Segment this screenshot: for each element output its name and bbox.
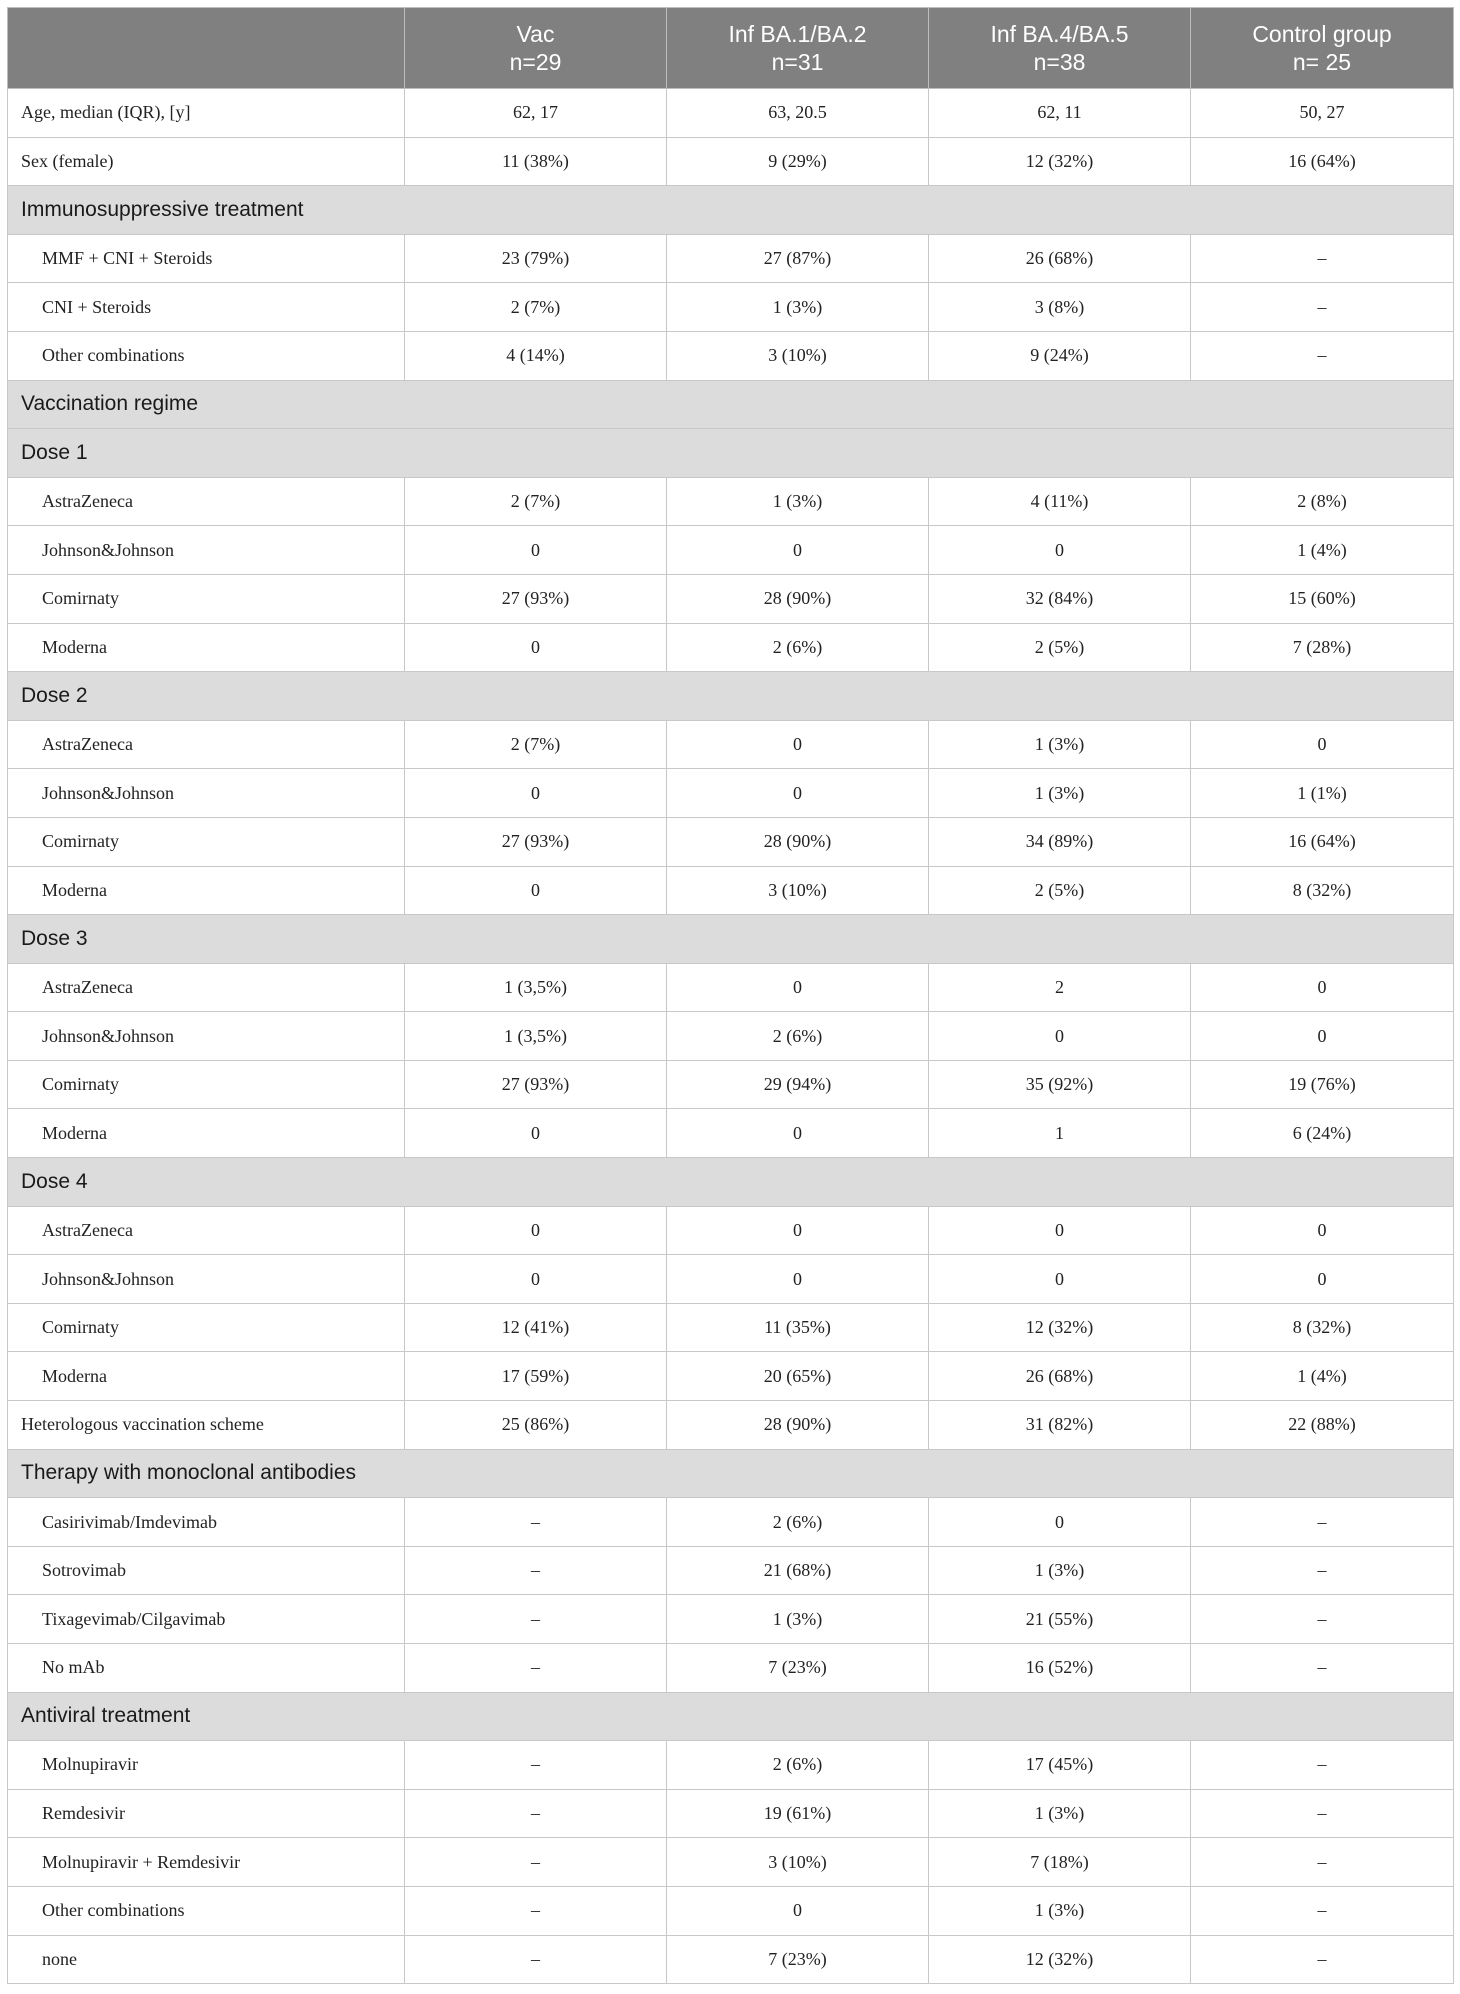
row-label: AstraZeneca: [8, 963, 405, 1012]
table-row: [8, 1789, 1454, 1838]
cell-control-group: 16 (64%): [1191, 137, 1454, 186]
cell-inf-ba1-ba2: 1 (3%): [667, 477, 929, 526]
row-label: none: [8, 1935, 405, 1984]
cell-inf-ba4-ba5: 21 (55%): [929, 1595, 1191, 1644]
cell-vac: 0: [405, 1255, 667, 1304]
cell-control-group: 0: [1191, 1206, 1454, 1255]
cell-vac: 0: [405, 1206, 667, 1255]
header-title: Control group: [1252, 21, 1392, 47]
cell-inf-ba4-ba5: 4 (11%): [929, 477, 1191, 526]
row-label: Tixagevimab/Cilgavimab: [8, 1595, 405, 1644]
cell-inf-ba4-ba5: 35 (92%): [929, 1060, 1191, 1109]
section-header-row: [8, 186, 1454, 235]
cell-vac: 17 (59%): [405, 1352, 667, 1401]
cell-inf-ba4-ba5: 31 (82%): [929, 1401, 1191, 1450]
cell-inf-ba1-ba2: 2 (6%): [667, 623, 929, 672]
header-cell-empty: [8, 8, 405, 89]
table-row: [8, 1401, 1454, 1450]
cell-control-group: 22 (88%): [1191, 1401, 1454, 1450]
cell-control-group: –: [1191, 1498, 1454, 1547]
table-row: [8, 137, 1454, 186]
cell-control-group: 6 (24%): [1191, 1109, 1454, 1158]
cell-inf-ba4-ba5: 2: [929, 963, 1191, 1012]
table-row: [8, 477, 1454, 526]
cell-control-group: 0: [1191, 1255, 1454, 1304]
cell-inf-ba4-ba5: 0: [929, 1255, 1191, 1304]
row-label: Other combinations: [8, 331, 405, 380]
row-label: Johnson&Johnson: [8, 769, 405, 818]
cell-inf-ba1-ba2: 19 (61%): [667, 1789, 929, 1838]
table-row: [8, 623, 1454, 672]
cell-inf-ba4-ba5: 7 (18%): [929, 1838, 1191, 1887]
cell-inf-ba4-ba5: 1 (3%): [929, 1546, 1191, 1595]
section-title: Dose 2: [8, 672, 1454, 721]
cell-vac: 0: [405, 623, 667, 672]
table-header: [8, 8, 1454, 89]
header-count: n=31: [771, 49, 824, 75]
row-label: Casirivimab/Imdevimab: [8, 1498, 405, 1547]
cell-inf-ba1-ba2: 3 (10%): [667, 866, 929, 915]
row-label: Comirnaty: [8, 1303, 405, 1352]
row-label: Molnupiravir: [8, 1741, 405, 1790]
cell-vac: 23 (79%): [405, 234, 667, 283]
header-row: [8, 8, 1454, 89]
cell-control-group: 0: [1191, 720, 1454, 769]
cell-inf-ba1-ba2: 3 (10%): [667, 331, 929, 380]
cell-control-group: 8 (32%): [1191, 1303, 1454, 1352]
cell-vac: 1 (3,5%): [405, 963, 667, 1012]
table-row: [8, 769, 1454, 818]
header-count: n= 25: [1292, 49, 1352, 75]
section-header-row: [8, 1449, 1454, 1498]
cell-inf-ba1-ba2: 28 (90%): [667, 574, 929, 623]
table-row: [8, 1935, 1454, 1984]
row-label: Moderna: [8, 1352, 405, 1401]
section-header-row: [8, 1692, 1454, 1741]
cell-inf-ba1-ba2: 7 (23%): [667, 1644, 929, 1693]
cell-inf-ba1-ba2: 11 (35%): [667, 1303, 929, 1352]
cell-vac: –: [405, 1789, 667, 1838]
row-label: Remdesivir: [8, 1789, 405, 1838]
cell-vac: –: [405, 1741, 667, 1790]
row-label: Comirnaty: [8, 574, 405, 623]
cell-vac: –: [405, 1886, 667, 1935]
section-header-row: [8, 915, 1454, 964]
row-label: No mAb: [8, 1644, 405, 1693]
cell-control-group: –: [1191, 1789, 1454, 1838]
cell-vac: 0: [405, 1109, 667, 1158]
cell-inf-ba4-ba5: 9 (24%): [929, 331, 1191, 380]
row-label: AstraZeneca: [8, 720, 405, 769]
cell-vac: 25 (86%): [405, 1401, 667, 1450]
cell-inf-ba1-ba2: 63, 20.5: [667, 89, 929, 138]
cell-inf-ba1-ba2: 0: [667, 963, 929, 1012]
table-row: [8, 1498, 1454, 1547]
cell-control-group: 0: [1191, 963, 1454, 1012]
header-title: Vac: [516, 21, 555, 47]
table-row: [8, 1206, 1454, 1255]
cell-inf-ba1-ba2: 7 (23%): [667, 1935, 929, 1984]
section-title: Immunosuppressive treatment: [8, 186, 1454, 235]
cell-vac: –: [405, 1595, 667, 1644]
row-label: Johnson&Johnson: [8, 1012, 405, 1061]
cell-control-group: 16 (64%): [1191, 817, 1454, 866]
row-label: Moderna: [8, 866, 405, 915]
cell-inf-ba1-ba2: 9 (29%): [667, 137, 929, 186]
cell-inf-ba4-ba5: 12 (32%): [929, 1303, 1191, 1352]
cell-vac: 0: [405, 526, 667, 575]
row-label: Johnson&Johnson: [8, 1255, 405, 1304]
row-label: Other combinations: [8, 1886, 405, 1935]
cell-control-group: –: [1191, 1838, 1454, 1887]
cell-vac: 1 (3,5%): [405, 1012, 667, 1061]
cell-vac: 4 (14%): [405, 331, 667, 380]
table-body: [8, 89, 1454, 1984]
cell-vac: –: [405, 1838, 667, 1887]
table-row: [8, 1352, 1454, 1401]
section-title: Antiviral treatment: [8, 1692, 1454, 1741]
cell-control-group: 1 (4%): [1191, 526, 1454, 575]
cell-inf-ba1-ba2: 1 (3%): [667, 1595, 929, 1644]
table-row: [8, 1741, 1454, 1790]
table-row: [8, 1255, 1454, 1304]
cell-inf-ba1-ba2: 0: [667, 720, 929, 769]
cell-inf-ba1-ba2: 2 (6%): [667, 1741, 929, 1790]
table-row: [8, 1012, 1454, 1061]
cell-vac: 27 (93%): [405, 817, 667, 866]
row-label: AstraZeneca: [8, 1206, 405, 1255]
cell-control-group: 1 (1%): [1191, 769, 1454, 818]
cell-inf-ba1-ba2: 1 (3%): [667, 283, 929, 332]
cell-inf-ba4-ba5: 17 (45%): [929, 1741, 1191, 1790]
cell-vac: 11 (38%): [405, 137, 667, 186]
cell-inf-ba4-ba5: 1 (3%): [929, 1789, 1191, 1838]
header-count: n=38: [1033, 49, 1086, 75]
cell-inf-ba4-ba5: 26 (68%): [929, 1352, 1191, 1401]
cell-inf-ba4-ba5: 2 (5%): [929, 623, 1191, 672]
cell-inf-ba1-ba2: 0: [667, 1886, 929, 1935]
cell-inf-ba1-ba2: 3 (10%): [667, 1838, 929, 1887]
cell-inf-ba1-ba2: 0: [667, 1206, 929, 1255]
cell-inf-ba4-ba5: 12 (32%): [929, 1935, 1191, 1984]
cell-inf-ba4-ba5: 62, 11: [929, 89, 1191, 138]
cell-vac: 62, 17: [405, 89, 667, 138]
cell-control-group: 15 (60%): [1191, 574, 1454, 623]
cell-control-group: –: [1191, 1741, 1454, 1790]
cell-inf-ba1-ba2: 2 (6%): [667, 1012, 929, 1061]
cell-inf-ba4-ba5: 26 (68%): [929, 234, 1191, 283]
cell-inf-ba4-ba5: 1 (3%): [929, 720, 1191, 769]
cell-vac: –: [405, 1546, 667, 1595]
cell-vac: –: [405, 1935, 667, 1984]
cell-inf-ba4-ba5: 12 (32%): [929, 137, 1191, 186]
cell-control-group: –: [1191, 1644, 1454, 1693]
cell-vac: 12 (41%): [405, 1303, 667, 1352]
table-row: [8, 1060, 1454, 1109]
table-row: [8, 1644, 1454, 1693]
cell-control-group: –: [1191, 1935, 1454, 1984]
section-title: Therapy with monoclonal antibodies: [8, 1449, 1454, 1498]
cell-inf-ba4-ba5: 1 (3%): [929, 1886, 1191, 1935]
table-row: [8, 1303, 1454, 1352]
cell-inf-ba1-ba2: 0: [667, 1109, 929, 1158]
row-label: Moderna: [8, 1109, 405, 1158]
header-cell-inf-ba1-ba2: [667, 8, 929, 89]
cell-inf-ba4-ba5: 0: [929, 1012, 1191, 1061]
table-row: [8, 720, 1454, 769]
cell-control-group: 1 (4%): [1191, 1352, 1454, 1401]
row-label: CNI + Steroids: [8, 283, 405, 332]
row-label: MMF + CNI + Steroids: [8, 234, 405, 283]
cell-control-group: –: [1191, 1595, 1454, 1644]
row-label: Johnson&Johnson: [8, 526, 405, 575]
cell-inf-ba4-ba5: 0: [929, 526, 1191, 575]
cell-vac: 2 (7%): [405, 477, 667, 526]
section-title: Dose 1: [8, 429, 1454, 478]
cell-control-group: 0: [1191, 1012, 1454, 1061]
table-row: [8, 963, 1454, 1012]
cell-inf-ba1-ba2: 28 (90%): [667, 1401, 929, 1450]
cell-inf-ba1-ba2: 0: [667, 769, 929, 818]
cell-vac: 2 (7%): [405, 283, 667, 332]
header-title: Inf BA.1/BA.2: [728, 21, 867, 47]
header-count: n=29: [509, 49, 562, 75]
cell-control-group: 50, 27: [1191, 89, 1454, 138]
section-header-row: [8, 1158, 1454, 1207]
cell-control-group: –: [1191, 283, 1454, 332]
table-row: [8, 526, 1454, 575]
row-label: Moderna: [8, 623, 405, 672]
section-header-row: [8, 380, 1454, 429]
cell-control-group: –: [1191, 234, 1454, 283]
cell-inf-ba1-ba2: 0: [667, 526, 929, 575]
cohort-characteristics-table: [7, 7, 1454, 1984]
cell-inf-ba4-ba5: 0: [929, 1206, 1191, 1255]
header-cell-vac: [405, 8, 667, 89]
table-row: [8, 817, 1454, 866]
cell-control-group: 8 (32%): [1191, 866, 1454, 915]
cell-vac: 0: [405, 866, 667, 915]
row-label: Age, median (IQR), [y]: [8, 89, 405, 138]
row-label: Comirnaty: [8, 817, 405, 866]
table-row: [8, 283, 1454, 332]
header-title: Inf BA.4/BA.5: [990, 21, 1129, 47]
section-title: Vaccination regime: [8, 380, 1454, 429]
cell-control-group: –: [1191, 331, 1454, 380]
section-title: Dose 4: [8, 1158, 1454, 1207]
cell-inf-ba1-ba2: 21 (68%): [667, 1546, 929, 1595]
cell-inf-ba4-ba5: 2 (5%): [929, 866, 1191, 915]
table-row: [8, 1838, 1454, 1887]
cell-control-group: –: [1191, 1546, 1454, 1595]
cell-inf-ba1-ba2: 28 (90%): [667, 817, 929, 866]
table-row: [8, 1595, 1454, 1644]
cell-inf-ba1-ba2: 2 (6%): [667, 1498, 929, 1547]
row-label: Heterologous vaccination scheme: [8, 1401, 405, 1450]
cell-control-group: –: [1191, 1886, 1454, 1935]
cell-control-group: 2 (8%): [1191, 477, 1454, 526]
cell-vac: 27 (93%): [405, 574, 667, 623]
cell-inf-ba4-ba5: 0: [929, 1498, 1191, 1547]
header-cell-inf-ba4-ba5: [929, 8, 1191, 89]
cell-vac: 0: [405, 769, 667, 818]
cell-inf-ba1-ba2: 20 (65%): [667, 1352, 929, 1401]
cell-inf-ba4-ba5: 32 (84%): [929, 574, 1191, 623]
table-row: [8, 1546, 1454, 1595]
cell-control-group: 19 (76%): [1191, 1060, 1454, 1109]
header-cell-control-group: [1191, 8, 1454, 89]
section-header-row: [8, 672, 1454, 721]
row-label: Molnupiravir + Remdesivir: [8, 1838, 405, 1887]
row-label: Sotrovimab: [8, 1546, 405, 1595]
cell-vac: 27 (93%): [405, 1060, 667, 1109]
cell-inf-ba4-ba5: 16 (52%): [929, 1644, 1191, 1693]
row-label: AstraZeneca: [8, 477, 405, 526]
section-title: Dose 3: [8, 915, 1454, 964]
cell-vac: –: [405, 1498, 667, 1547]
cell-inf-ba1-ba2: 27 (87%): [667, 234, 929, 283]
cell-vac: 2 (7%): [405, 720, 667, 769]
cell-vac: –: [405, 1644, 667, 1693]
cell-inf-ba4-ba5: 34 (89%): [929, 817, 1191, 866]
cell-control-group: 7 (28%): [1191, 623, 1454, 672]
row-label: Sex (female): [8, 137, 405, 186]
table-row: [8, 1886, 1454, 1935]
table-row: [8, 574, 1454, 623]
row-label: Comirnaty: [8, 1060, 405, 1109]
table-row: [8, 1109, 1454, 1158]
table-row: [8, 89, 1454, 138]
cell-inf-ba4-ba5: 1: [929, 1109, 1191, 1158]
cell-inf-ba4-ba5: 3 (8%): [929, 283, 1191, 332]
cell-inf-ba4-ba5: 1 (3%): [929, 769, 1191, 818]
table-row: [8, 866, 1454, 915]
section-header-row: [8, 429, 1454, 478]
cell-inf-ba1-ba2: 0: [667, 1255, 929, 1304]
table-row: [8, 234, 1454, 283]
table-row: [8, 331, 1454, 380]
cell-inf-ba1-ba2: 29 (94%): [667, 1060, 929, 1109]
